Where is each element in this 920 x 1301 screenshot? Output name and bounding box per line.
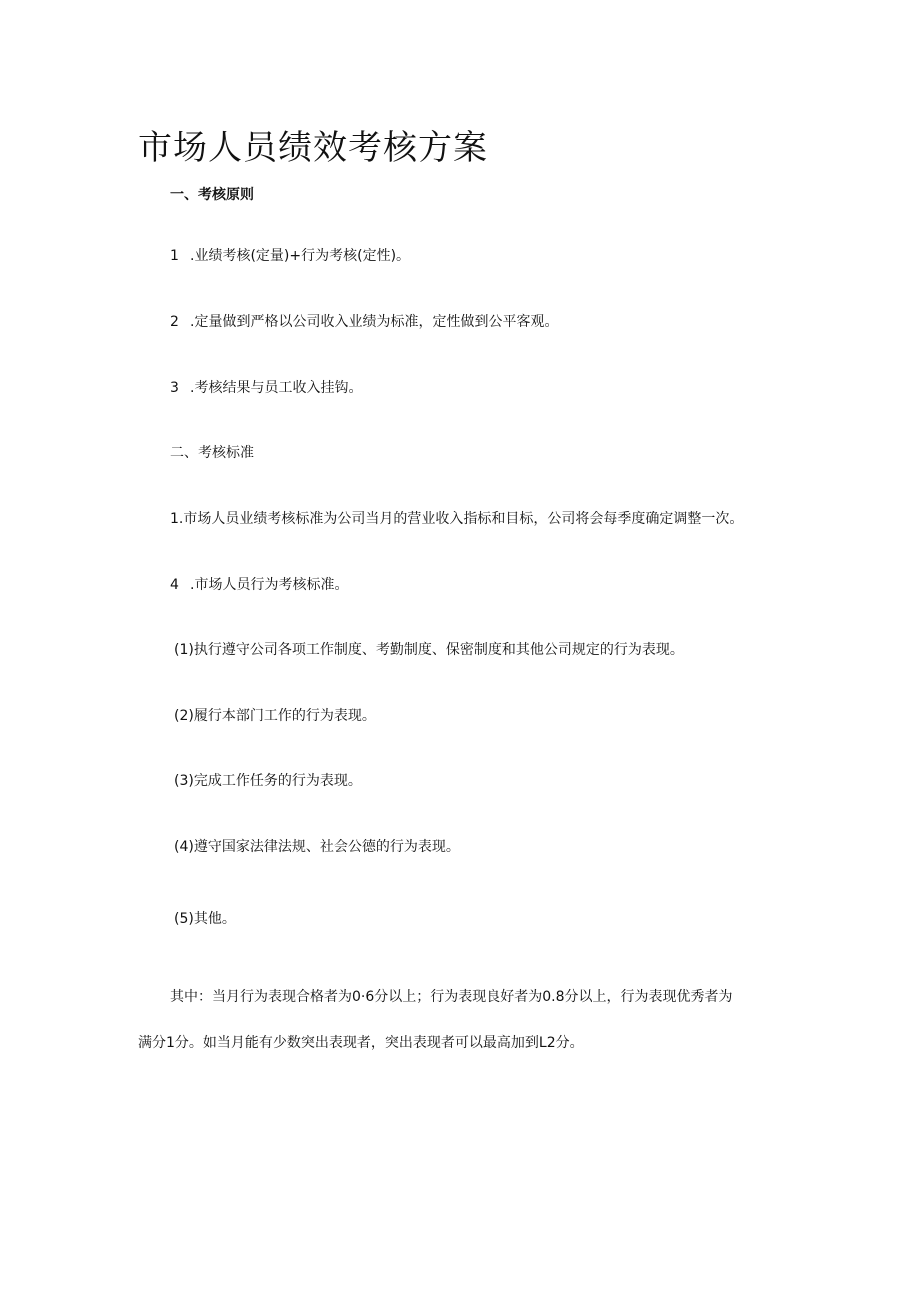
principle-item-3-text: .考核结果与员工收入挂钩。	[190, 380, 363, 396]
section-2-heading: 二、考核标准	[170, 445, 254, 461]
score-note-line-2: 满分1分。如当月能有少数突出表现者，突出表现者可以最高加到L2分。	[138, 1035, 584, 1051]
behavior-subitem-3: (3)完成工作任务的行为表现。	[174, 773, 362, 789]
principle-item-3-number: 3	[170, 380, 179, 396]
section-1-heading: 一、考核原则	[170, 187, 254, 203]
principle-item-2	[170, 312, 558, 332]
standard-item-4-number: 4	[170, 577, 179, 593]
behavior-subitem-1: (1)执行遵守公司各项工作制度、考勤制度、保密制度和其他公司规定的行为表现。	[174, 642, 684, 658]
behavior-subitem-4: (4)遵守国家法律法规、社会公德的行为表现。	[174, 839, 460, 855]
score-note-line-1: 其中：当月行为表现合格者为0·6分以上；行为表现良好者为0.8分以上，行为表现优秀者为	[170, 989, 733, 1005]
principle-item-2-number: 2	[170, 314, 179, 330]
principle-item-1-number: 1	[170, 248, 179, 264]
standard-item-4-text: .市场人员行为考核标准。	[190, 577, 349, 593]
page-title: 市场人员绩效考核方案	[138, 128, 488, 168]
principle-item-3	[170, 378, 362, 398]
principle-item-1-text: .业绩考核(定量)+行为考核(定性)。	[190, 248, 411, 264]
standard-item-4	[170, 575, 348, 595]
behavior-subitem-5: (5)其他。	[174, 911, 236, 927]
behavior-subitem-2: (2)履行本部门工作的行为表现。	[174, 708, 376, 724]
principle-item-2-text: .定量做到严格以公司收入业绩为标准，定性做到公平客观。	[190, 314, 559, 330]
principle-item-1	[170, 246, 410, 266]
standard-item-1: 1.市场人员业绩考核标准为公司当月的营业收入指标和目标，公司将会每季度确定调整一次。	[170, 511, 744, 527]
